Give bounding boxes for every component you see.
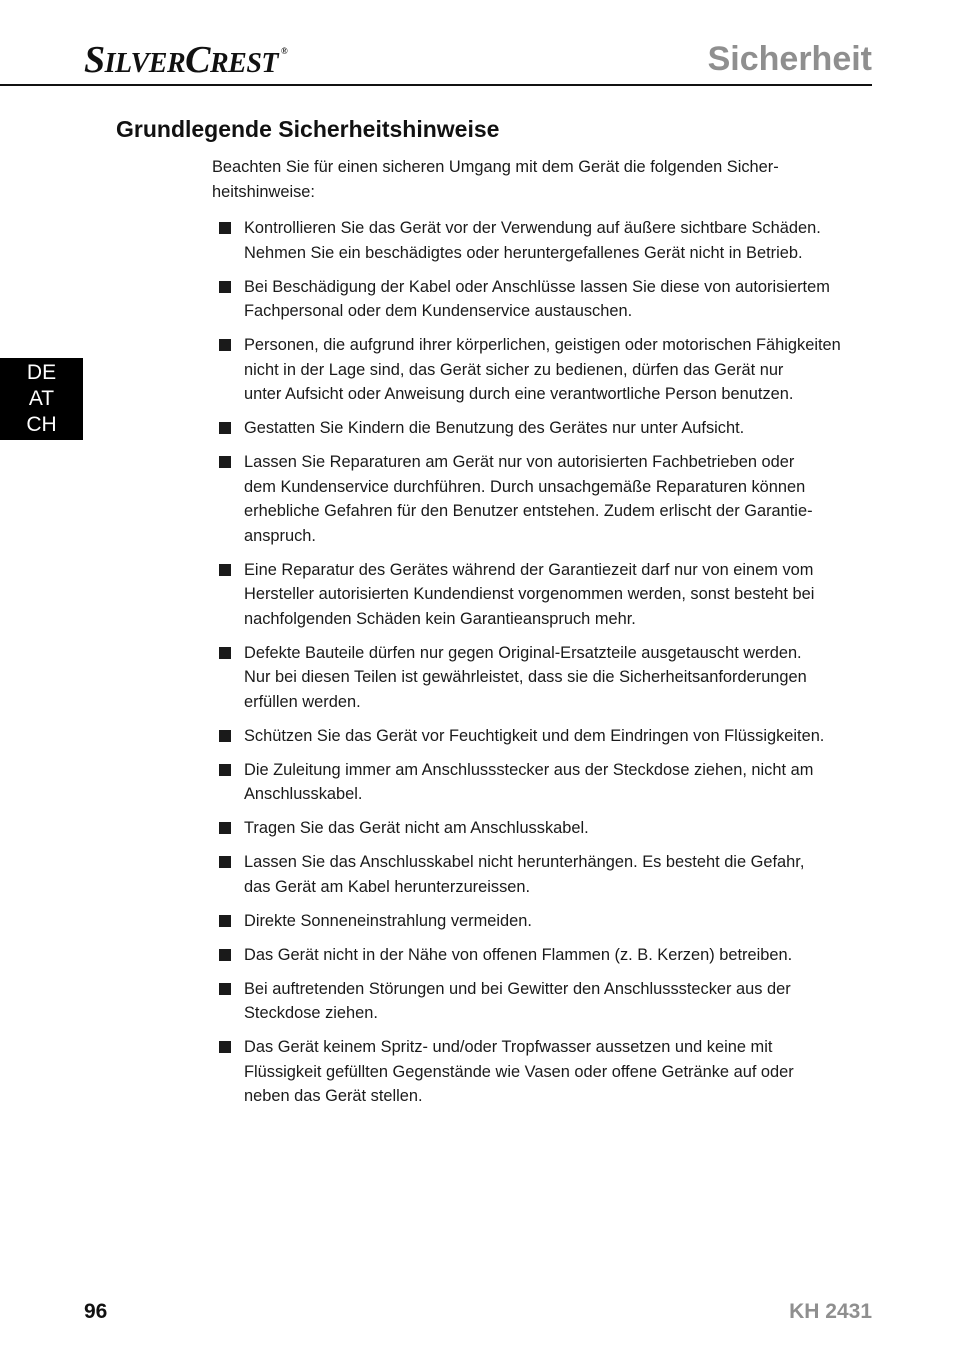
list-item: Personen, die aufgrund ihrer körperlichen, geistigen oder motorischen Fähigkeiten nicht in der Lage sind, das Gerät sicher zu bedienen, dürfen das Gerät nur unter Aufsicht oder Anweisung durch eine verantwortliche Person benutzen. <box>212 333 848 407</box>
list-item: Schützen Sie das Gerät vor Feuchtigkeit und dem Eindringen von Flüssigkeiten. <box>212 724 848 749</box>
page-heading: Grundlegende Sicherheitshinweise <box>116 116 500 142</box>
square-bullet-icon <box>219 422 231 434</box>
square-bullet-icon <box>219 822 231 834</box>
square-bullet-icon <box>219 856 231 868</box>
list-item: Tragen Sie das Gerät nicht am Anschlusskabel. <box>212 816 848 841</box>
list-item: Bei Beschädigung der Kabel oder Anschlüsse lassen Sie diese von autorisiertem Fachpersonal oder dem Kundenservice austauschen. <box>212 275 848 324</box>
silvercrest-logo: SILVERCREST ® <box>84 39 288 81</box>
square-bullet-icon <box>219 764 231 776</box>
intro-text: Beachten Sie für einen sicheren Umgang mit dem Gerät die folgenden Sicher- heitshinweise: <box>212 158 779 201</box>
square-bullet-icon <box>219 564 231 576</box>
square-bullet-icon <box>219 222 231 234</box>
list-item: Das Gerät nicht in der Nähe von offenen Flammen (z. B. Kerzen) betreiben. <box>212 943 848 968</box>
list-item: Direkte Sonneneinstrahlung vermeiden. <box>212 909 848 934</box>
list-item: Eine Reparatur des Gerätes während der Garantiezeit darf nur von einem vom Hersteller autorisierten Kundendienst vorgenommen werden, sonst besteht bei nachfolgenden Schäden kein Garantieanspruch mehr. <box>212 558 848 632</box>
header-divider <box>0 84 872 86</box>
square-bullet-icon <box>219 456 231 468</box>
square-bullet-icon <box>219 949 231 961</box>
safety-instructions-list <box>212 216 848 1118</box>
square-bullet-icon <box>219 281 231 293</box>
list-item: Lassen Sie Reparaturen am Gerät nur von autorisierten Fachbetrieben oder dem Kundenservice durchführen. Durch unsachgemäße Reparaturen können erhebliche Gefahren für den Benutzer entstehen. Zudem erlischt der Garantie- anspruch. <box>212 450 848 548</box>
page-number: 96 <box>84 1300 108 1323</box>
list-item: Bei auftretenden Störungen und bei Gewitter den Anschlussstecker aus der Steckdose ziehen. <box>212 977 848 1026</box>
square-bullet-icon <box>219 339 231 351</box>
language-code-de: DE <box>26 361 57 384</box>
square-bullet-icon <box>219 915 231 927</box>
language-tab <box>0 358 83 440</box>
list-item: Kontrollieren Sie das Gerät vor der Verwendung auf äußere sichtbare Schäden. Nehmen Sie ein beschädigtes oder heruntergefallenes Gerät nicht in Betrieb. <box>212 216 848 265</box>
list-item: Das Gerät keinem Spritz- und/oder Tropfwasser aussetzen und keine mit Flüssigkeit gefüllten Gegenstände wie Vasen oder offene Getränke auf oder neben das Gerät stellen. <box>212 1035 848 1109</box>
model-number: KH 2431 <box>789 1300 872 1323</box>
list-item: Defekte Bauteile dürfen nur gegen Original-Ersatzteile ausgetauscht werden. Nur bei diesen Teilen ist gewährleistet, dass sie die Sicherheitsanforderungen erfüllen werden. <box>212 641 848 715</box>
language-code-ch: CH <box>26 413 57 436</box>
language-code-at: AT <box>28 387 55 410</box>
square-bullet-icon <box>219 1041 231 1053</box>
section-title: Sicherheit <box>707 40 872 78</box>
list-item: Gestatten Sie Kindern die Benutzung des Gerätes nur unter Aufsicht. <box>212 416 848 441</box>
square-bullet-icon <box>219 983 231 995</box>
list-item: Die Zuleitung immer am Anschlussstecker aus der Steckdose ziehen, nicht am Anschlusskabel. <box>212 758 848 807</box>
square-bullet-icon <box>219 647 231 659</box>
list-item: Lassen Sie das Anschlusskabel nicht herunterhängen. Es besteht die Gefahr, das Gerät am Kabel herunterzureissen. <box>212 850 848 899</box>
square-bullet-icon <box>219 730 231 742</box>
